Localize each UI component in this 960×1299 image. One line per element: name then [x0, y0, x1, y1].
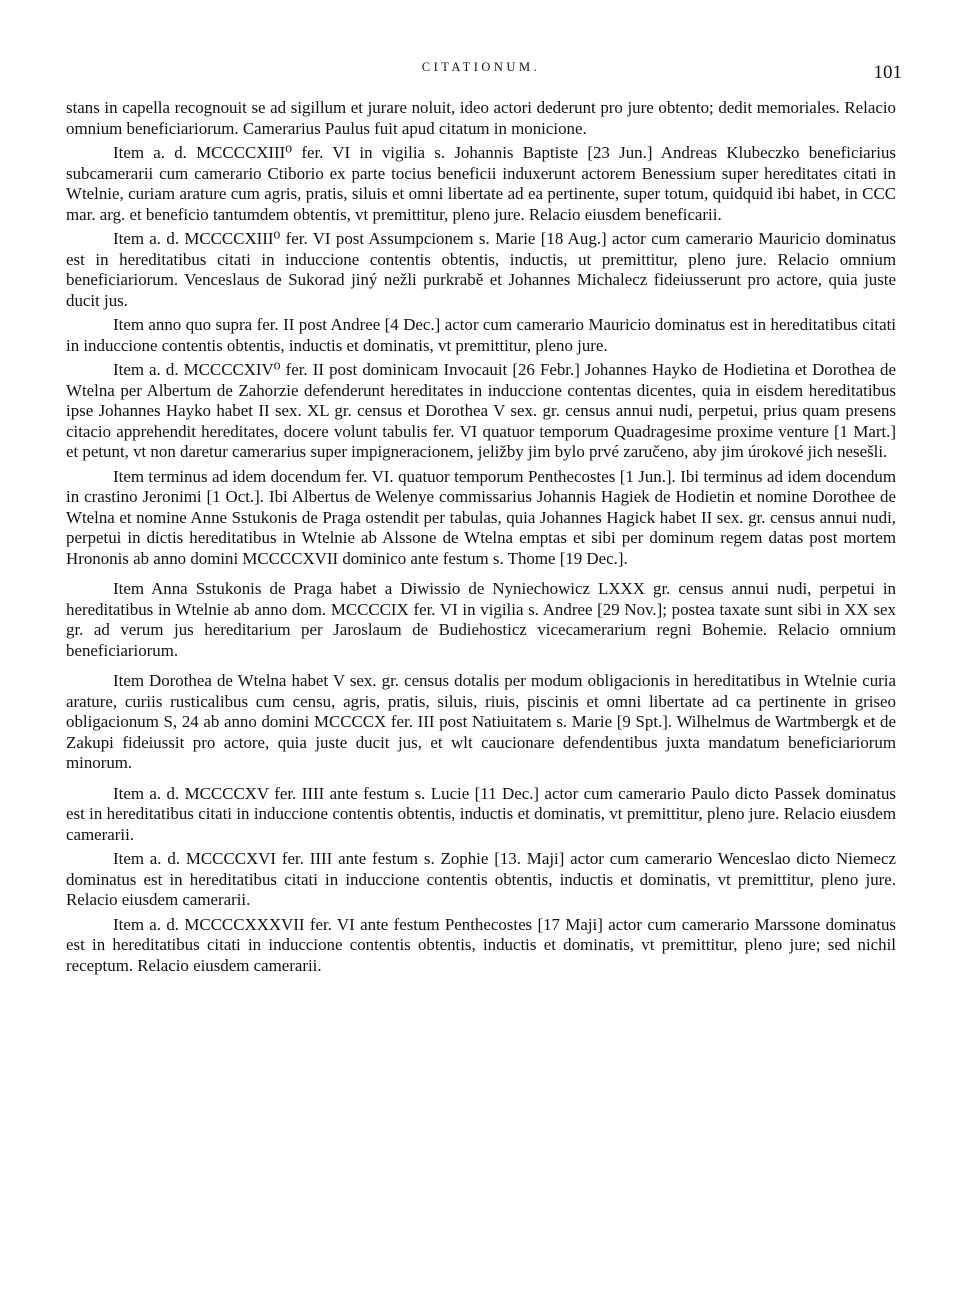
paragraph-5: Item a. d. MCCCCXIV⁰ fer. II post dominicam Invocauit [26 Febr.] Johannes Hayko de Hodietina et Dorothea de Wtelna per Albertum de Zahorzie defenderunt hereditates in induccione contentas dicentes, quia in eisdem hereditatibus ipse Johannes Hayko habet II sex. XL gr. census et Dorothea V sex. gr. census annui nudi, perpetui, prius quam presens citacio apprehendit hereditates, docere volunt tabulis fer. VI quatuor temporum Quadragesime proxime venture [1 Mart.] et petunt, vt non daretur camerarius super impigneracionem, jeližby jim bylo prvé zaručeno, aby jim úrokové jich nesešli.: [66, 360, 896, 461]
paragraph-10: Item a. d. MCCCCXVI fer. IIII ante festum s. Zophie [13. Maji] actor cum camerario Wenceslao dicto Niemecz dominatus est in hereditatibus citati in induccione contentis obtentis, inductis et dominatis, vt premittitur, pleno jure. Relacio eiusdem camerarii.: [66, 849, 896, 909]
paragraph-9: Item a. d. MCCCCXV fer. IIII ante festum s. Lucie [11 Dec.] actor cum camerario Paulo dicto Passek dominatus est in hereditatibus citati in induccione contentis obtentis, inductis et dominatis, vt premittitur, pleno jure. Relacio eiusdem camerarii.: [66, 783, 896, 844]
paragraph-1: stans in capella recognouit se ad sigillum et jurare noluit, ideo actori dederunt pro jure obtento; dedit memoriales. Relacio omnium beneficiariorum. Camerarius Paulus fuit apud citatum in monicione.: [66, 98, 896, 138]
page: [66, 58, 902, 976]
paragraph-2: Item a. d. MCCCCXIII⁰ fer. VI in vigilia s. Johannis Baptiste [23 Jun.] Andreas Klubeczko beneficiarius subcamerarii cum camerario Ctiborio ex parte tocius beneficii induxerunt actorem Benessium super hereditates citati in Wtelnie, curiam arature cum agris, pratis, siluis et omni libertate ad ea pertinente, super totum, quidquid ibi habet, in CCC mar. arg. et beneficio tantumdem obtentis, vt premittitur, pleno jure. Relacio eiusdem beneficarii.: [66, 143, 896, 224]
paragraph-3: Item a. d. MCCCCXIII⁰ fer. VI post Assumpcionem s. Marie [18 Aug.] actor cum camerario Mauricio dominatus est in hereditatibus citati in induccione contentis obtentis, inductis, ut premittitur, pleno jure. Relacio omnium beneficiariorum. Venceslaus de Sukorad jiný nežli purkrabě et Johannes Michalecz fideiusserunt pro actore, quia juste ducit jus.: [66, 229, 896, 310]
paragraph-7: Item Anna Sstukonis de Praga habet a Diwissio de Nyniechowicz LXXX gr. census annui nudi, perpetui in hereditatibus in Wtelnie ab anno dom. MCCCCIX fer. VI in vigilia s. Andree [29 Nov.]; postea taxate sunt sibi in XX sex gr. ad verum jus hereditarium per Jaroslaum de Budiehosticz vicecamerarium regni Bohemie. Relacio omnium beneficiariorum.: [66, 579, 896, 660]
paragraph-6: Item terminus ad idem docendum fer. VI. quatuor temporum Penthecostes [1 Jun.]. Ibi terminus ad idem docendum in crastino Jeronimi [1 Oct.]. Ibi Albertus de Welenye commissarius Johannis Hagiek de Hodietin et nomine Dorothee de Wtelna et nomine Anne Sstukonis de Praga ostendit per tabulas, quia Johannes Hagick habet II sex. gr. census annui nudi, perpetui in dictis hereditatibus in Wtelnie ab Alssone de Wtelna emptas et sibi per dominum regem datas post mortem Hrononis ab anno domini MCCCCXVII dominico ante festum s. Thome [19 Dec.].: [66, 466, 896, 568]
paragraph-4: Item anno quo supra fer. II post Andree [4 Dec.] actor cum camerario Mauricio dominatus est in hereditatibus citati in induccione contentis obtentis, inductis et dominatis, vt premittitur, pleno jure.: [66, 315, 896, 355]
page-header: [66, 58, 902, 98]
running-head: CITATIONUM.: [421, 60, 541, 74]
body-text: [66, 98, 896, 976]
paragraph-8: Item Dorothea de Wtelna habet V sex. gr. census dotalis per modum obligacionis in hereditatibus in Wtelnie curia arature, curiis rusticalibus cum censu, agris, pratis, siluis, riuis, piscinis et omni libertate ad ca pertinente in griseo obligacionum S, 24 ab anno domini MCCCCX fer. III post Natiuitatem s. Marie [9 Spt.]. Wilhelmus de Wartmbergk et de Zakupi fideiussit pro actore, quia juste ducit jus, et wlt caucionare defendentibus juxta mandatum beneficiariorum minorum.: [66, 671, 896, 772]
page-number: 101: [873, 62, 902, 83]
paragraph-11: Item a. d. MCCCCXXXVII fer. VI ante festum Penthecostes [17 Maji] actor cum camerario Marssone dominatus est in hereditatibus citati in induccione contentis obtentis, inductis et dominatis, vt premittitur, pleno jure; sed nichil receptum. Relacio eiusdem camerarii.: [66, 914, 896, 975]
